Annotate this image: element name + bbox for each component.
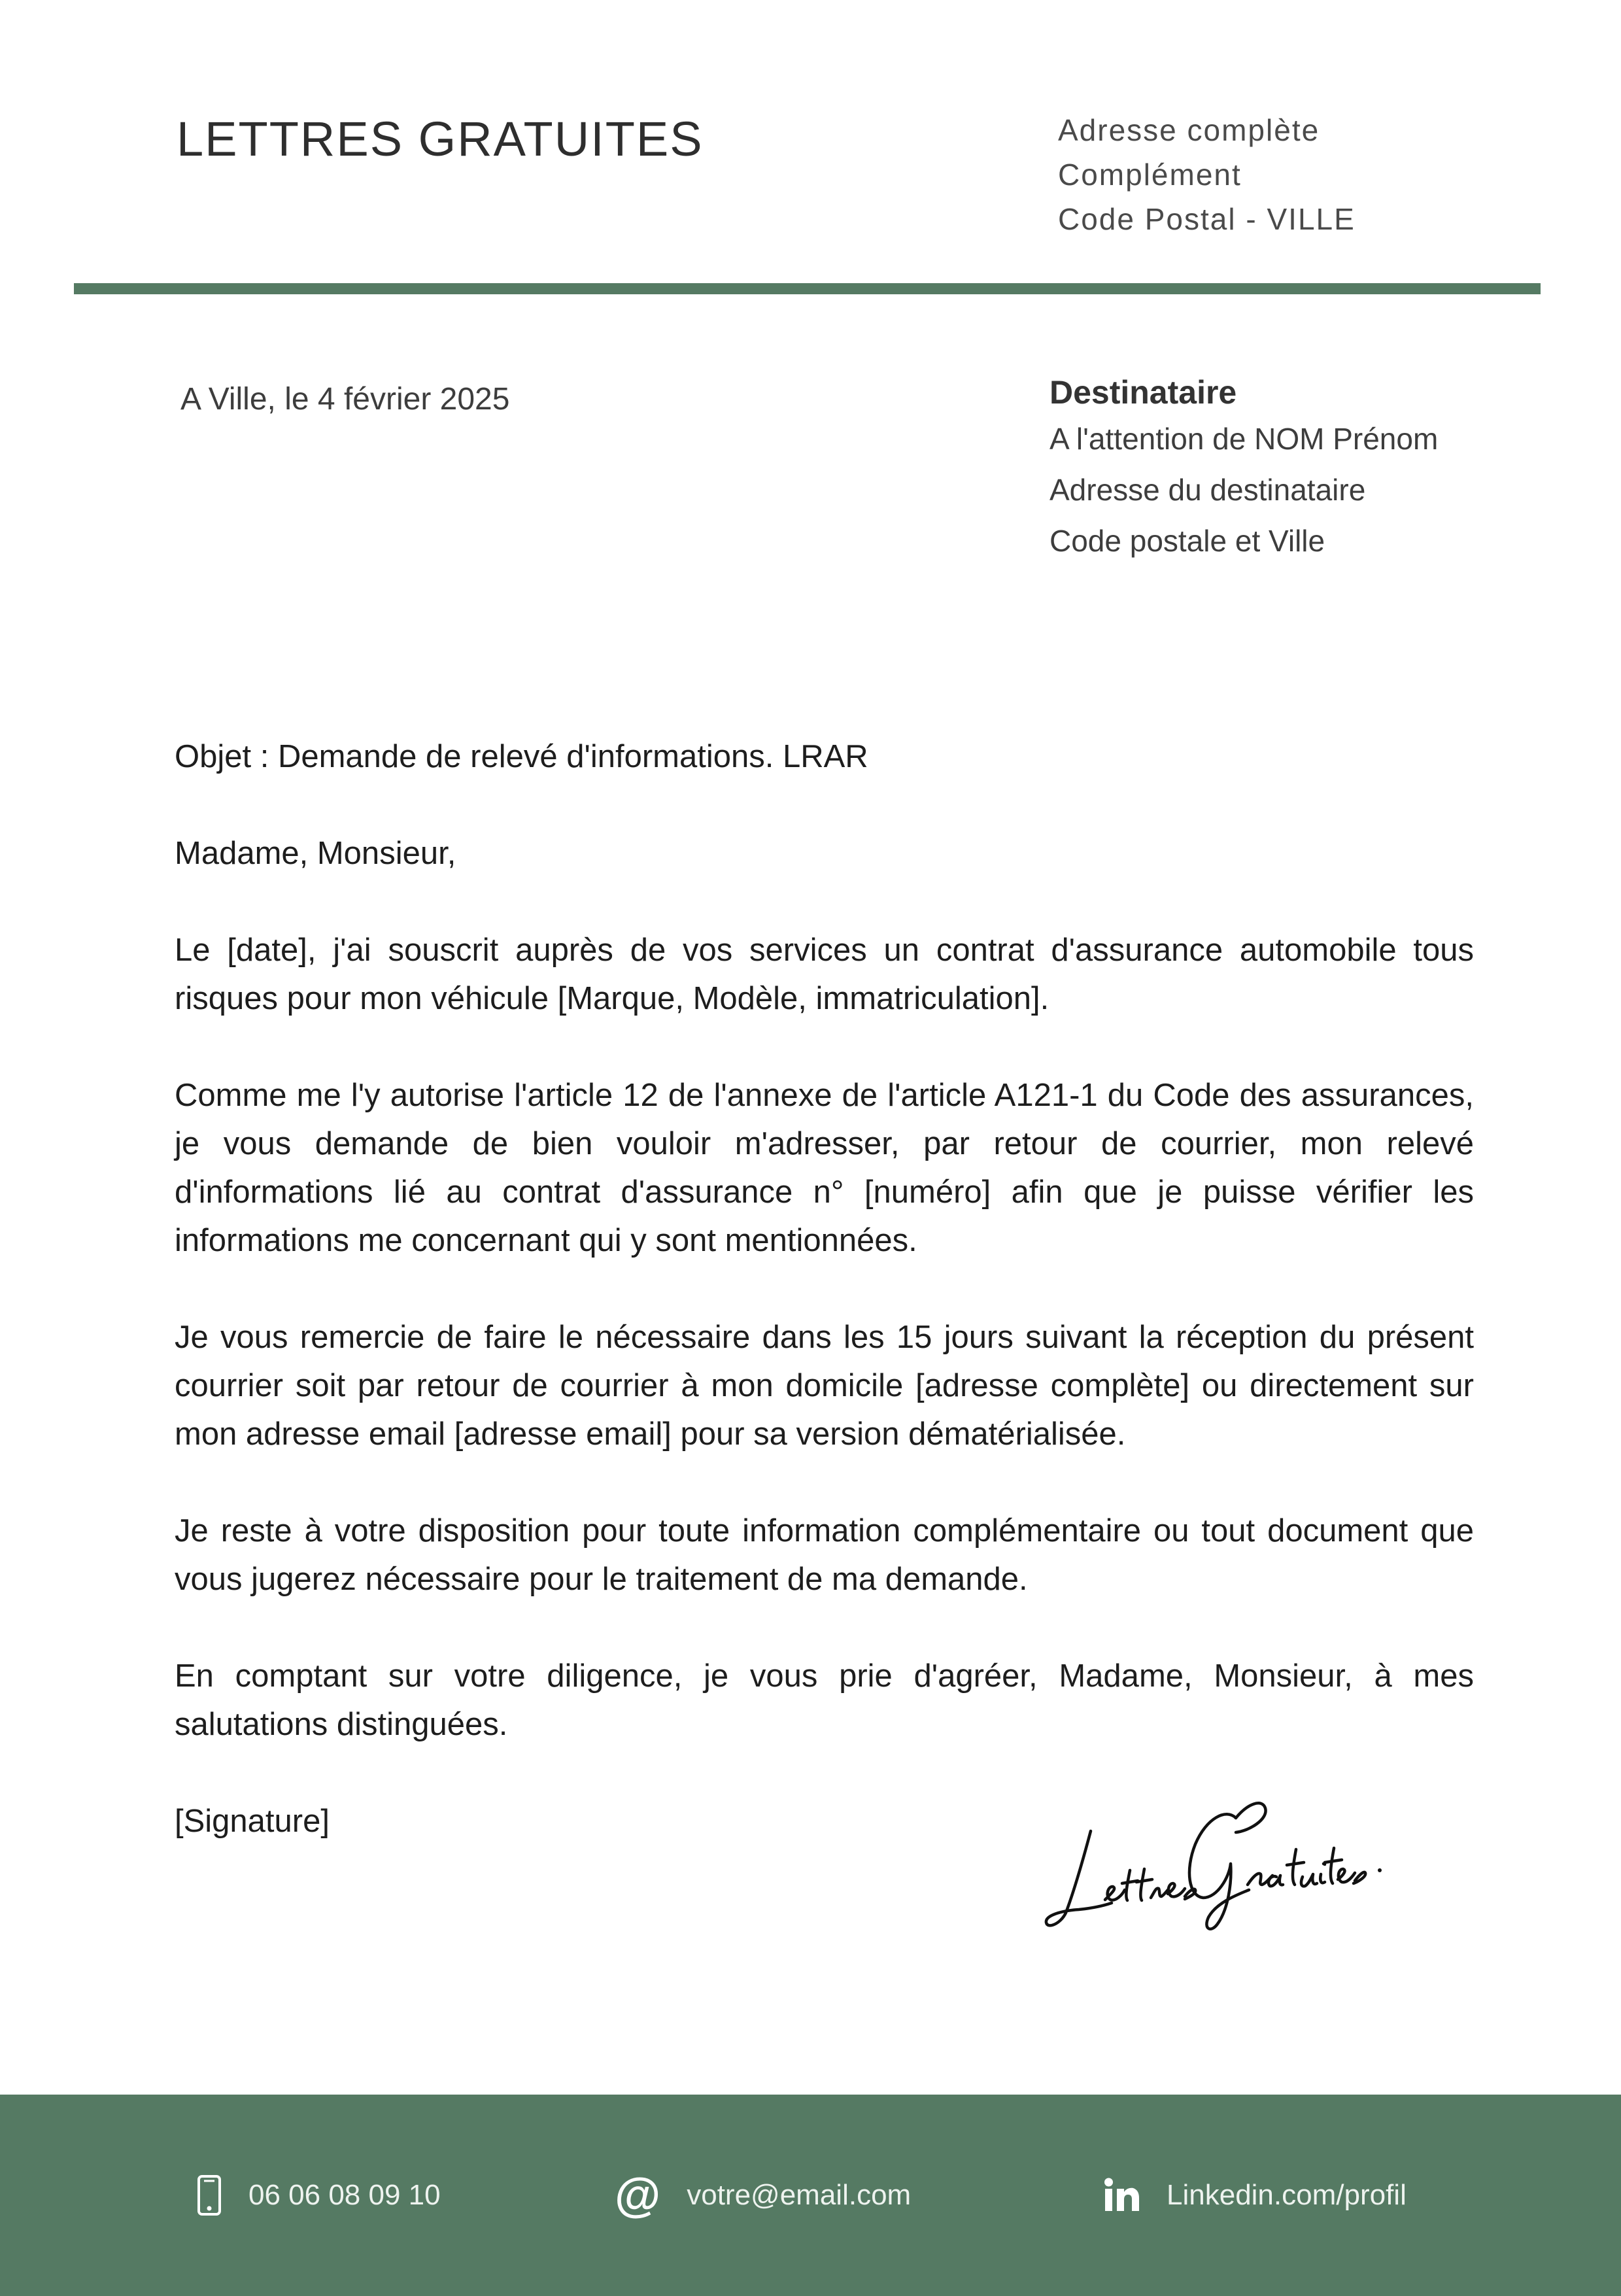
letter-date: A Ville, le 4 février 2025 bbox=[180, 382, 510, 417]
at-icon: @ bbox=[615, 2169, 661, 2221]
footer-linkedin bbox=[1104, 2095, 1407, 2296]
letter-paragraph: Comme me l'y autorise l'article 12 de l'annexe de l'article A121-1 du Code des assurances, je vous demande de bien vouloir m'adresser, par retour de courrier, mon relevé d'informations lié au contrat d'assurance n° [numéro] afin que je puisse vérifier les informations me concernant qui y sont mentionnées. bbox=[175, 1078, 1474, 1258]
sender-address-line: Adresse complète bbox=[1058, 113, 1320, 147]
recipient-block bbox=[1049, 371, 1438, 566]
phone-number[interactable]: 06 06 08 09 10 bbox=[248, 2179, 441, 2211]
footer-email bbox=[615, 2095, 911, 2296]
email-address[interactable]: votre@email.com bbox=[687, 2179, 912, 2211]
sender-address-line: Complément bbox=[1058, 158, 1242, 192]
header-divider bbox=[74, 283, 1541, 294]
recipient-line: Code postale et Ville bbox=[1049, 524, 1325, 558]
sender-address-line: Code Postal - VILLE bbox=[1058, 202, 1356, 236]
signature-label: [Signature] bbox=[175, 1804, 330, 1839]
contact-footer bbox=[0, 2095, 1621, 2296]
sender-address bbox=[1058, 108, 1356, 241]
letter-body bbox=[175, 732, 1474, 1845]
letter-salutation: Madame, Monsieur, bbox=[175, 836, 456, 871]
letter-paragraph: Le [date], j'ai souscrit auprès de vos services un contrat d'assurance automobile tous risques pour mon véhicule [Marque, Modèle, immatriculation]. bbox=[175, 933, 1474, 1016]
recipient-line: Adresse du destinataire bbox=[1049, 473, 1366, 507]
footer-phone bbox=[196, 2095, 441, 2296]
phone-icon bbox=[196, 2174, 222, 2216]
linkedin-icon bbox=[1104, 2177, 1140, 2214]
handwritten-signature bbox=[1040, 1772, 1432, 1936]
letter-object: Objet : Demande de relevé d'informations. LRAR bbox=[175, 739, 868, 774]
brand-title: LETTRES GRATUITES bbox=[177, 112, 704, 166]
letter-paragraph: Je reste à votre disposition pour toute information complémentaire ou tout document que vous jugerez nécessaire pour le traitement de ma demande. bbox=[175, 1513, 1474, 1597]
letter-paragraph: Je vous remercie de faire le nécessaire dans les 15 jours suivant la réception du présent courrier soit par retour de courrier à mon domicile [adresse complète] ou directement sur mon adresse email [adresse email] pour sa version dématérialisée. bbox=[175, 1320, 1474, 1452]
recipient-title: Destinataire bbox=[1049, 374, 1237, 411]
recipient-line: A l'attention de NOM Prénom bbox=[1049, 422, 1439, 456]
linkedin-url[interactable]: Linkedin.com/profil bbox=[1167, 2179, 1407, 2211]
letter-paragraph: En comptant sur votre diligence, je vous prie d'agréer, Madame, Monsieur, à mes salutations distinguées. bbox=[175, 1658, 1474, 1742]
